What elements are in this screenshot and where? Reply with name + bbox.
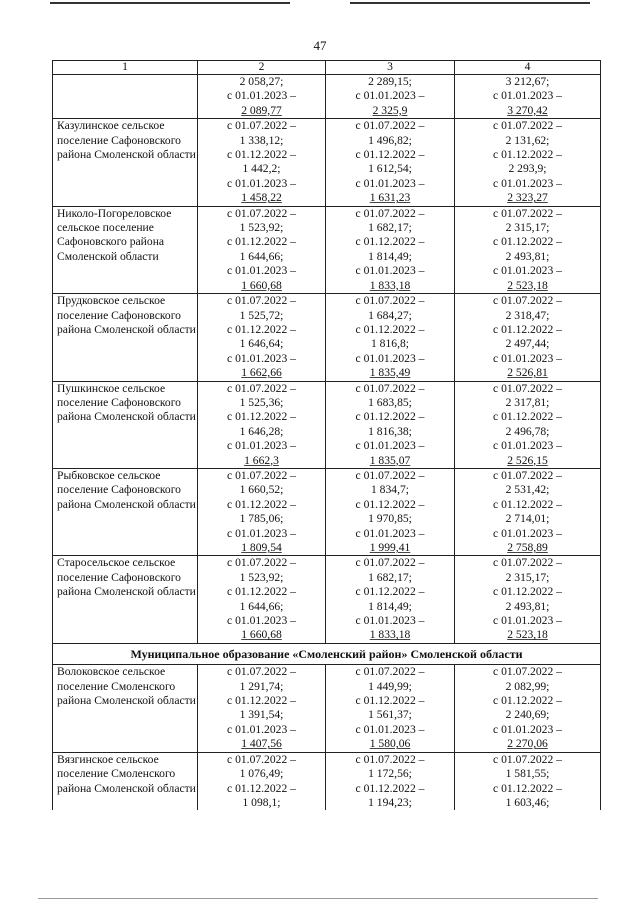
name-line: поселение Сафоновского <box>57 133 181 147</box>
name-line: района Смоленской области <box>57 585 196 599</box>
tariff-line: с 01.07.2022 – <box>493 665 562 679</box>
tariff-line: 2 317,81; <box>505 395 550 409</box>
tariff-line: с 01.07.2022 – <box>493 752 562 766</box>
header-col-3: 3 <box>326 61 455 75</box>
table-row <box>53 294 601 381</box>
settlement-name-cell <box>53 665 198 752</box>
name-line: района Смоленской области <box>57 148 196 162</box>
tariff-line: с 01.07.2022 – <box>355 294 425 308</box>
tariff-line: с 01.01.2023 – <box>493 351 562 365</box>
name-line: Пушкинское сельское <box>57 381 166 395</box>
tariff-line: 1 631,23 <box>369 191 411 205</box>
tariff-line: 2 131,62; <box>505 133 550 147</box>
tariff-line: 2 497,44; <box>505 337 550 351</box>
tariff-cell-c3 <box>326 294 455 381</box>
tariff-line: с 01.01.2023 – <box>493 614 562 628</box>
tariff-line: 1 391,54; <box>239 708 284 722</box>
tariff-line: 2 526,15 <box>507 453 548 467</box>
tariff-cell-c2 <box>198 206 326 293</box>
name-line: Прудковское сельское <box>57 294 166 308</box>
settlement-name-cell <box>53 294 198 381</box>
name-line: района Смоленской области <box>57 322 196 336</box>
tariff-line: с 01.07.2022 – <box>355 206 425 220</box>
tariff-line: 1 561,37; <box>368 708 412 722</box>
page-number: 47 <box>313 38 327 53</box>
tariff-line: 1 970,85; <box>368 512 412 526</box>
tariff-line: 1 646,28; <box>239 424 284 438</box>
name-line: поселение Сафоновского <box>57 308 181 322</box>
tariff-line: 1 644,66; <box>239 249 284 263</box>
tariff-line: с 01.07.2022 – <box>227 381 296 395</box>
tariff-line: 1 580,06 <box>369 737 411 751</box>
tariff-line: с 01.07.2022 – <box>355 381 425 395</box>
tariff-line: 1 338,12; <box>239 133 284 147</box>
tariff-line: с 01.01.2023 – <box>355 264 425 278</box>
tariff-line: 2 270,06 <box>507 737 548 751</box>
tariff-line: 2 315,17; <box>505 221 550 235</box>
tariff-line: с 01.12.2022 – <box>493 235 562 249</box>
tariff-line: с 01.01.2023 – <box>355 89 425 103</box>
tariff-cell-c4 <box>455 556 601 643</box>
tariff-line: с 01.12.2022 – <box>227 148 296 162</box>
tariff-line: 1 660,52; <box>239 483 284 497</box>
tariff-line: 1 076,49; <box>239 767 284 781</box>
tariff-cell-c4 <box>455 206 601 293</box>
table-row <box>53 556 601 643</box>
tariff-line: 1 999,41 <box>369 541 411 554</box>
tariff-line: с 01.01.2023 – <box>227 722 296 736</box>
tariff-line: 1 682,17; <box>368 221 412 235</box>
tariff-line: с 01.01.2023 – <box>493 439 562 453</box>
tariff-line: 2 758,89 <box>507 541 548 554</box>
tariff-line: с 01.12.2022 – <box>355 322 425 336</box>
tariff-line: с 01.07.2022 – <box>493 294 562 308</box>
tariff-line: с 01.12.2022 – <box>493 781 562 795</box>
tariff-cell-c4 <box>455 381 601 468</box>
tariff-line: с 01.07.2022 – <box>227 294 296 308</box>
tariff-line: 1 814,49; <box>368 599 412 613</box>
tariff-line: с 01.01.2023 – <box>227 264 296 278</box>
tariff-line: 2 531,42; <box>505 483 550 497</box>
name-line: Николо-Погореловское <box>57 206 172 220</box>
tariff-line: с 01.12.2022 – <box>493 148 562 162</box>
tariff-line: 2 240,69; <box>505 708 550 722</box>
tariff-line: с 01.07.2022 – <box>493 468 562 482</box>
tariff-line: с 01.01.2023 – <box>227 526 296 540</box>
tariff-line: 2 523,18 <box>507 278 548 292</box>
header-col-4: 4 <box>455 61 601 75</box>
tariff-line: с 01.01.2023 – <box>493 526 562 540</box>
table-row <box>53 381 601 468</box>
tariff-line: с 01.01.2023 – <box>355 722 425 736</box>
table-header <box>53 61 601 75</box>
tariff-line: с 01.01.2023 – <box>227 439 296 453</box>
tariff-cell-c2 <box>198 752 326 810</box>
tariff-line: 1 525,36; <box>239 395 284 409</box>
tariff-line: 2 293,9; <box>508 162 547 176</box>
settlement-name-cell <box>53 75 198 119</box>
tariff-line: с 01.12.2022 – <box>355 235 425 249</box>
tariff-cell-c2 <box>198 294 326 381</box>
tariff-line: с 01.12.2022 – <box>227 497 296 511</box>
name-line: Смоленской области <box>57 249 159 263</box>
tariff-line: 1 662,3 <box>244 453 279 467</box>
tariff-line: с 01.12.2022 – <box>227 322 296 336</box>
name-line: Казулинское сельское <box>57 119 165 133</box>
table-row <box>53 752 601 810</box>
name-line: поселение Сафоновского <box>57 395 181 409</box>
table-body <box>53 75 601 811</box>
tariff-table <box>52 60 601 810</box>
tariff-line: 1 603,46; <box>505 795 550 809</box>
tariff-line: с 01.12.2022 – <box>355 497 425 511</box>
tariff-line: 1 644,66; <box>239 599 284 613</box>
tariff-line: 3 212,67; <box>505 75 550 88</box>
tariff-line: 1 683,85; <box>368 395 412 409</box>
tariff-line: с 01.07.2022 – <box>493 556 562 570</box>
name-line: Вязгинское сельское <box>57 752 159 766</box>
tariff-line: с 01.01.2023 – <box>493 89 562 103</box>
tariff-line: 1 809,54 <box>241 541 282 554</box>
tariff-cell-c2 <box>198 665 326 752</box>
tariff-line: с 01.01.2023 – <box>227 89 296 103</box>
tariff-line: 1 449,99; <box>368 679 412 693</box>
tariff-line: 2 496,78; <box>505 424 550 438</box>
tariff-line: с 01.01.2023 – <box>493 722 562 736</box>
tariff-cell-c4 <box>455 119 601 206</box>
tariff-line: с 01.01.2023 – <box>493 264 562 278</box>
tariff-line: с 01.01.2023 – <box>355 176 425 190</box>
name-line: района Смоленской области <box>57 781 196 795</box>
name-line: Рыбковское сельское <box>57 468 161 482</box>
name-line: поселение Сафоновского <box>57 483 181 497</box>
tariff-cell-c2 <box>198 75 326 119</box>
section-row <box>53 643 601 664</box>
tariff-cell-c4 <box>455 75 601 119</box>
name-line: района Смоленской области <box>57 410 196 424</box>
tariff-line: 1 442,2; <box>242 162 281 176</box>
tariff-line: 1 833,18 <box>369 278 411 292</box>
top-rule-right <box>350 2 590 4</box>
tariff-line: с 01.12.2022 – <box>355 694 425 708</box>
tariff-line: с 01.07.2022 – <box>493 206 562 220</box>
tariff-line: с 01.01.2023 – <box>355 614 425 628</box>
tariff-line: с 01.12.2022 – <box>355 781 425 795</box>
tariff-line: с 01.12.2022 – <box>493 410 562 424</box>
tariff-line: с 01.12.2022 – <box>493 322 562 336</box>
tariff-line: 1 523,92; <box>239 221 284 235</box>
tariff-line: 1 816,38; <box>368 424 412 438</box>
tariff-line: 1 523,92; <box>239 570 284 584</box>
name-line: района Смоленской области <box>57 694 196 708</box>
tariff-line: с 01.07.2022 – <box>227 665 296 679</box>
tariff-line: 2 714,01; <box>505 512 550 526</box>
tariff-line: 2 289,15; <box>368 75 412 88</box>
tariff-line: с 01.12.2022 – <box>227 781 296 795</box>
tariff-line: 1 660,68 <box>241 628 282 642</box>
tariff-line: с 01.07.2022 – <box>493 381 562 395</box>
tariff-line: 2 493,81; <box>505 249 550 263</box>
tariff-cell-c4 <box>455 665 601 752</box>
tariff-line: с 01.12.2022 – <box>493 497 562 511</box>
tariff-line: с 01.12.2022 – <box>493 585 562 599</box>
tariff-cell-c4 <box>455 468 601 555</box>
tariff-line: 2 325,9 <box>372 103 408 117</box>
tariff-cell-c3 <box>326 381 455 468</box>
tariff-line: 2 323,27 <box>507 191 548 205</box>
tariff-line: с 01.07.2022 – <box>227 556 296 570</box>
settlement-name-cell <box>53 206 198 293</box>
tariff-line: 2 315,17; <box>505 570 550 584</box>
name-line: поселение Смоленского <box>57 679 176 693</box>
tariff-line: 1 682,17; <box>368 570 412 584</box>
tariff-line: с 01.01.2023 – <box>493 176 562 190</box>
bottom-rule <box>38 898 598 899</box>
tariff-cell-c2 <box>198 119 326 206</box>
name-line: Сафоновского района <box>57 235 165 249</box>
tariff-line: с 01.07.2022 – <box>355 556 425 570</box>
name-line: сельское поселение <box>57 221 154 235</box>
table-row <box>53 468 601 555</box>
tariff-cell-c2 <box>198 381 326 468</box>
settlement-name-cell <box>53 752 198 810</box>
tariff-line: с 01.07.2022 – <box>493 119 562 133</box>
tariff-cell-c3 <box>326 206 455 293</box>
table-row <box>53 206 601 293</box>
name-line: поселение Сафоновского <box>57 570 181 584</box>
tariff-line: с 01.01.2023 – <box>355 351 425 365</box>
tariff-line: 1 496,82; <box>368 133 412 147</box>
settlement-name-cell <box>53 468 198 555</box>
tariff-cell-c2 <box>198 556 326 643</box>
tariff-line: 1 458,22 <box>241 191 282 205</box>
tariff-line: с 01.07.2022 – <box>355 119 425 133</box>
tariff-line: 1 662,66 <box>241 366 282 380</box>
settlement-name-cell <box>53 381 198 468</box>
table-row <box>53 75 601 119</box>
tariff-line: 1 291,74; <box>239 679 284 693</box>
tariff-line: 1 833,18 <box>369 628 411 642</box>
tariff-line: с 01.12.2022 – <box>227 585 296 599</box>
tariff-line: с 01.12.2022 – <box>227 410 296 424</box>
tariff-line: с 01.07.2022 – <box>355 665 425 679</box>
name-line: района Смоленской области <box>57 497 196 511</box>
tariff-line: 1 816,8; <box>370 337 409 351</box>
settlement-name-cell <box>53 556 198 643</box>
tariff-line: 1 684,27; <box>368 308 412 322</box>
tariff-line: 1 835,07 <box>369 453 411 467</box>
name-line: Волоковское сельское <box>57 665 166 679</box>
tariff-cell-c4 <box>455 294 601 381</box>
tariff-line: 1 525,72; <box>239 308 284 322</box>
tariff-line: с 01.12.2022 – <box>227 694 296 708</box>
tariff-line: с 01.12.2022 – <box>493 694 562 708</box>
tariff-line: 1 660,68 <box>241 278 282 292</box>
tariff-line: с 01.07.2022 – <box>227 468 296 482</box>
tariff-line: с 01.01.2023 – <box>227 176 296 190</box>
name-line: поселение Смоленского <box>57 767 176 781</box>
tariff-line: с 01.12.2022 – <box>355 410 425 424</box>
tariff-line: с 01.07.2022 – <box>227 752 296 766</box>
tariff-line: 2 082,99; <box>505 679 550 693</box>
tariff-cell-c3 <box>326 556 455 643</box>
tariff-line: 3 270,42 <box>507 103 548 117</box>
tariff-cell-c2 <box>198 468 326 555</box>
tariff-line: с 01.12.2022 – <box>355 585 425 599</box>
tariff-line: с 01.07.2022 – <box>355 752 425 766</box>
tariff-line: 1 098,1; <box>242 795 281 809</box>
tariff-line: 2 089,77 <box>241 103 282 117</box>
tariff-line: 1 835,49 <box>369 366 411 380</box>
tariff-line: 2 493,81; <box>505 599 550 613</box>
tariff-line: с 01.01.2023 – <box>227 351 296 365</box>
tariff-cell-c3 <box>326 468 455 555</box>
tariff-cell-c3 <box>326 752 455 810</box>
tariff-cell-c3 <box>326 119 455 206</box>
tariff-cell-c3 <box>326 75 455 119</box>
tariff-line: 2 058,27; <box>239 75 284 88</box>
settlement-name-cell <box>53 119 198 206</box>
tariff-line: с 01.12.2022 – <box>227 235 296 249</box>
top-rule-left <box>50 2 290 4</box>
tariff-line: 1 814,49; <box>368 249 412 263</box>
tariff-cell-c4 <box>455 752 601 810</box>
tariff-line: 1 581,55; <box>505 767 550 781</box>
tariff-line: 1 834,7; <box>370 483 409 497</box>
header-row <box>53 61 601 75</box>
tariff-line: 1 407,56 <box>241 737 282 751</box>
tariff-line: с 01.01.2023 – <box>227 614 296 628</box>
tariff-line: 1 172,56; <box>368 767 412 781</box>
tariff-line: 2 526,81 <box>507 366 548 380</box>
tariff-line: с 01.07.2022 – <box>355 468 425 482</box>
tariff-line: с 01.01.2023 – <box>355 439 425 453</box>
header-col-2: 2 <box>198 61 326 75</box>
section-title: Муниципальное образование «Смоленский район» Смоленской области <box>53 643 601 664</box>
tariff-line: с 01.12.2022 – <box>355 148 425 162</box>
tariff-cell-c3 <box>326 665 455 752</box>
table-row <box>53 119 601 206</box>
tariff-line: 1 194,23; <box>368 795 412 809</box>
header-col-1: 1 <box>53 61 198 75</box>
tariff-line: 1 646,64; <box>239 337 284 351</box>
tariff-line: с 01.07.2022 – <box>227 119 296 133</box>
tariff-line: 2 523,18 <box>507 628 548 642</box>
tariff-line: 1 785,06; <box>239 512 284 526</box>
table-row <box>53 665 601 752</box>
tariff-line: с 01.01.2023 – <box>355 526 425 540</box>
tariff-line: 2 318,47; <box>505 308 550 322</box>
tariff-line: 1 612,54; <box>368 162 412 176</box>
tariff-line: с 01.07.2022 – <box>227 206 296 220</box>
name-line: Старосельское сельское <box>57 556 176 570</box>
